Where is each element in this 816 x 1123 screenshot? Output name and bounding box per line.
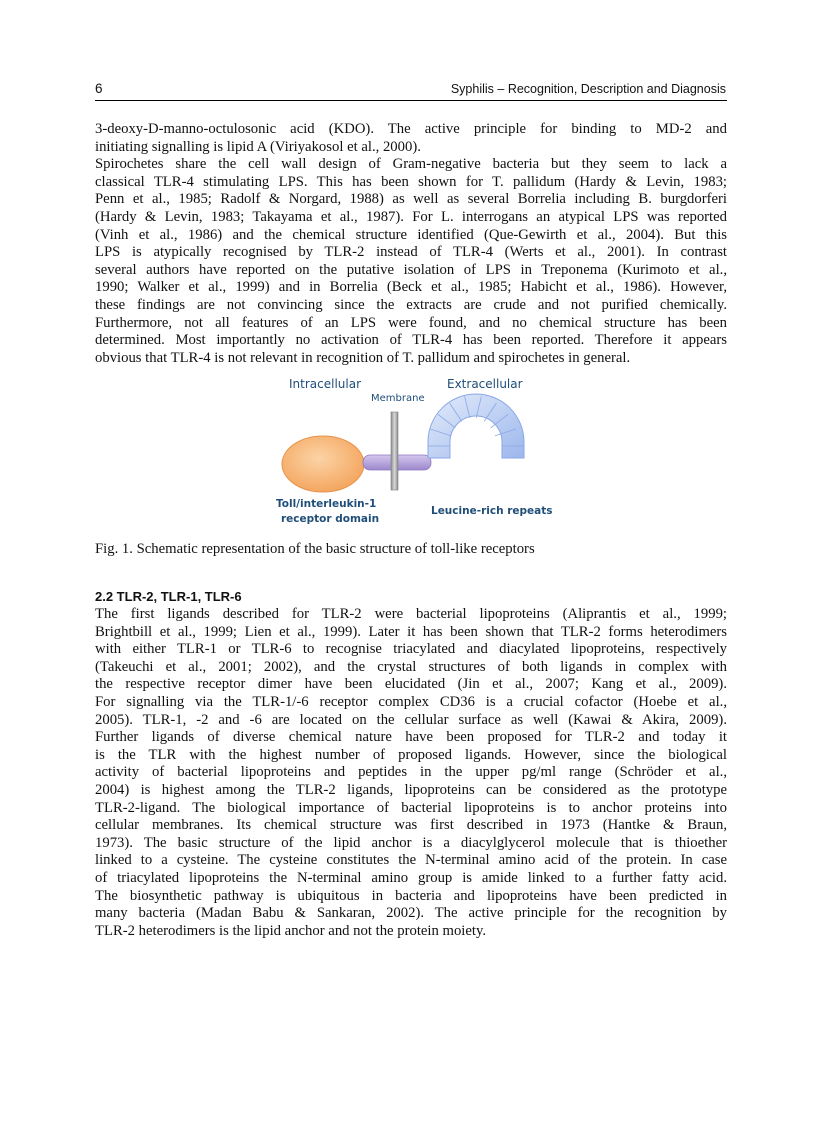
text-line: many bacteria (Madan Babu & Sankaran, 2002). The active principle for the recognition by [95,905,727,922]
text-line: is the TLR with the highest number of proposed ligands. However, since the biological [95,746,727,763]
membrane-shape [391,412,398,490]
page-number: 6 [95,81,103,96]
text-line: (Hardy & Levin, 1983; Takayama et al., 1987). For L. interrogans an atypical LPS was reported [95,208,727,225]
tir-domain-label-line1: Toll/interleukin-1 [276,498,377,510]
text-line: 3-deoxy-D-manno-octulosonic acid (KDO). The active principle for binding to MD-2 and [95,121,727,137]
text-line: 1990; Walker et al., 1999) and in Borrelia (Beck et al., 1985; Habicht et al., 1986). However, [95,279,727,296]
text-line: cellular membranes. Its chemical structure was first described in 1973 (Hantke & Braun, [95,817,727,834]
tlr-structure-figure [255,372,565,532]
text-line: with either TLR-1 or TLR-6 to recognise triacylated and diacylated lipoproteins, respectively [95,641,727,658]
tir-domain-label-line2: receptor domain [281,513,380,525]
text-line: Further ligands of diverse chemical nature have been proposed for TLR-2 and today it [95,729,727,746]
text-line: Brightbill et al., 1999; Lien et al., 1999). Later it has been shown that TLR-2 forms heterodimers [95,623,727,640]
text-line: (Vinh et al., 1986) and the chemical structure identified (Que-Gewirth et al., 2004). But this [95,226,727,243]
lrr-label: Leucine-rich repeats [431,505,553,517]
text-line: these findings are not convincing since the extracts are crude and not purified chemically. [95,296,727,313]
text-line: For signalling via the TLR-1/-6 receptor complex CD36 is a crucial cofactor (Hoebe et al., [95,693,727,710]
text-line: linked to a cysteine. The cysteine constitutes the N-terminal amino acid of the protein. In case [95,852,727,869]
text-line: TLR-2 heterodimers is the lipid anchor and not the protein moiety. [95,922,487,939]
text-line: 2005). TLR-1, -2 and -6 are located on the cellular surface as well (Kawai & Akira, 2009). [95,711,727,728]
text-line: The biosynthetic pathway is ubiquitous in bacteria and lipoproteins have been predicted in [95,887,727,904]
paragraph-tlr4-spirochetes [95,121,727,367]
extracellular-label: Extracellular [447,377,523,391]
text-line: classical TLR-4 stimulating LPS. This has been shown for T. pallidum (Hardy & Levin, 1983; [95,173,727,190]
text-line: TLR-2-ligand. The biological importance of bacterial lipoproteins is to anchor proteins into [95,799,727,816]
text-line: activity of bacterial lipoproteins and peptides in the upper pg/ml range (Schröder et al., [95,764,727,781]
text-line: 2004) is highest among the TLR-2 ligands, lipoproteins can be considered as the prototype [95,781,727,798]
text-line: of triacylated lipoproteins the N-terminal amino group is amide linked to a further fatty acid. [95,869,727,886]
text-line: 1973). The basic structure of the lipid anchor is a diacylglycerol molecule that is thioether [95,834,727,851]
text-line: initiating signalling is lipid A (Viriyakosol et al., 2000). [95,138,421,155]
text-line: the respective receptor dimer have been elucidated (Jin et al., 2007; Kang et al., 2009). [95,676,727,693]
running-title: Syphilis – Recognition, Description and Diagnosis [450,82,726,96]
figure-caption: Fig. 1. Schematic representation of the basic structure of toll-like receptors [95,541,535,557]
text-line: Penn et al., 1985; Radolf & Norgard, 1988) as well as several Borrelia including B. burgdorferi [95,191,727,208]
text-line: The first ligands described for TLR-2 were bacterial lipoproteins (Aliprantis et al., 1999; [95,606,727,622]
text-line: (Takeuchi et al., 2001; 2002), and the crystal structures of both ligands in complex with [95,658,727,675]
leucine-rich-repeats-shape [428,394,524,458]
text-line: LPS is atypically recognised by TLR-2 instead of TLR-4 (Werts et al., 2001). In contrast [95,244,727,261]
tir-domain-shape [282,436,364,492]
section-heading: 2.2 TLR-2, TLR-1, TLR-6 [95,589,242,604]
text-line: obvious that TLR-4 is not relevant in recognition of T. pallidum and spirochetes in general. [95,349,631,366]
paragraph-tlr2-ligands [95,606,727,940]
running-header [95,80,727,101]
membrane-label: Membrane [371,393,425,404]
text-line: determined. Most importantly no activation of TLR-4 has been reported. Therefore it appears [95,332,727,349]
text-line: several authors have reported on the putative isolation of LPS in Treponema (Kurimoto et al., [95,261,727,278]
intracellular-label: Intracellular [289,377,362,391]
text-line: Spirochetes share the cell wall design of Gram-negative bacteria but they seem to lack a [95,156,727,173]
text-line: Furthermore, not all features of an LPS were found, and no chemical structure has been [95,314,727,331]
